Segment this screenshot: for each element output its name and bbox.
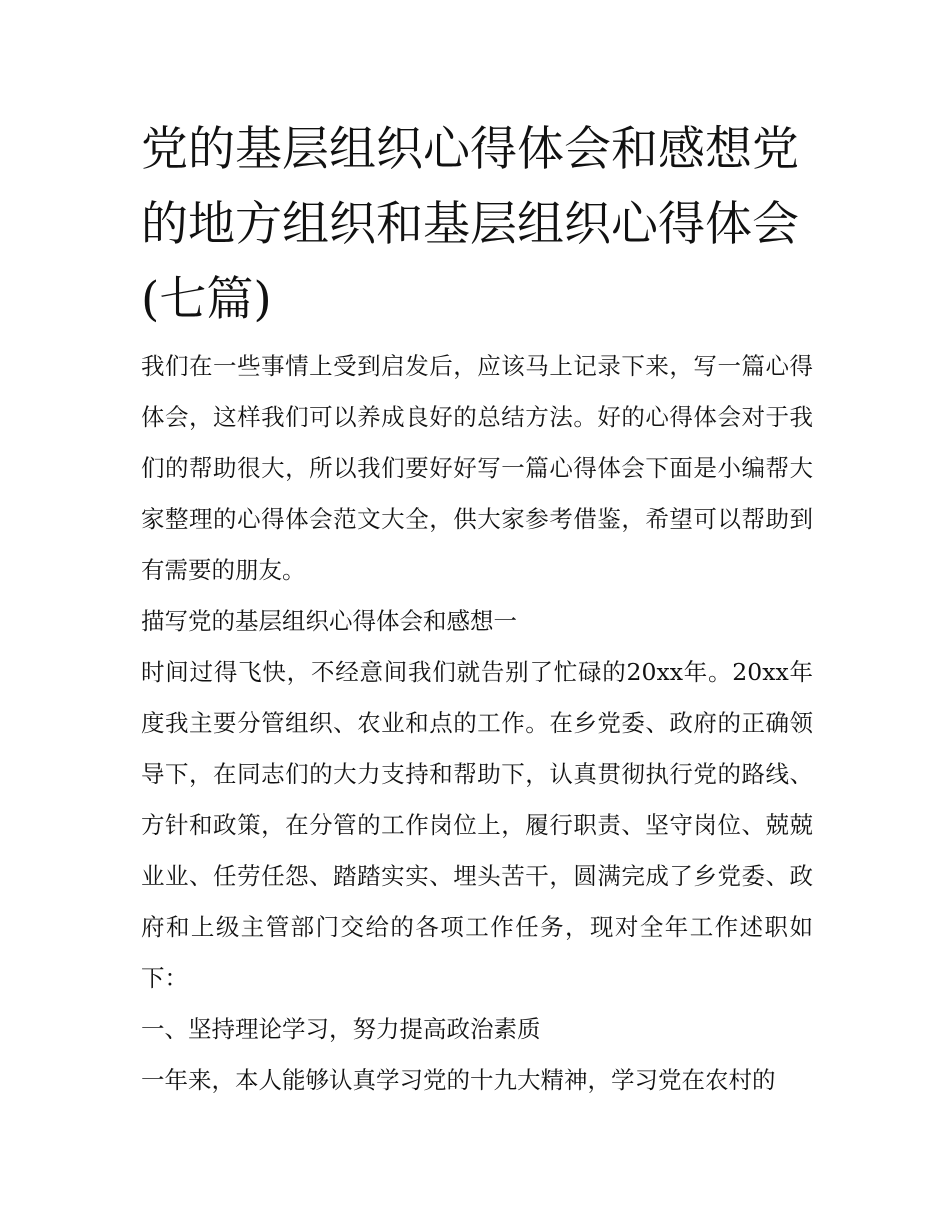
document-page <box>141 112 813 1106</box>
body-paragraph: 一年来，本人能够认真学习党的十九大精神，学习党在农村的 <box>141 1066 776 1094</box>
section-subtitle: 描写党的基层组织心得体会和感想一 <box>141 607 517 635</box>
section-heading: 一、坚持理论学习，努力提高政治素质 <box>141 1015 541 1043</box>
document-title: 党的基层组织心得体会和感想党的地方组织和基层组织心得体会(七篇) <box>141 122 799 327</box>
intro-paragraph: 我们在一些事情上受到启发后，应该马上记录下来，写一篇心得体会，这样我们可以养成良好的总结方法。好的心得体会对于我们的帮助很大，所以我们要好好写一篇心得体会下面是小编帮大家整理的心得体会范文大全，供大家参考借鉴，希望可以帮助到有需要的朋友。 <box>141 352 813 584</box>
body-paragraph: 时间过得飞快，不经意间我们就告别了忙碌的20xx年。20xx年度我主要分管组织、农业和点的工作。在乡党委、政府的正确领导下，在同志们的大力支持和帮助下，认真贯彻执行党的路线、方针和政策，在分管的工作岗位上，履行职责、坚守岗位、兢兢业业、任劳任怨、踏踏实实、埋头苦干，圆满完成了乡党委、政府和上级主管部门交给的各项工作任务，现对全年工作述职如下： <box>141 658 813 992</box>
